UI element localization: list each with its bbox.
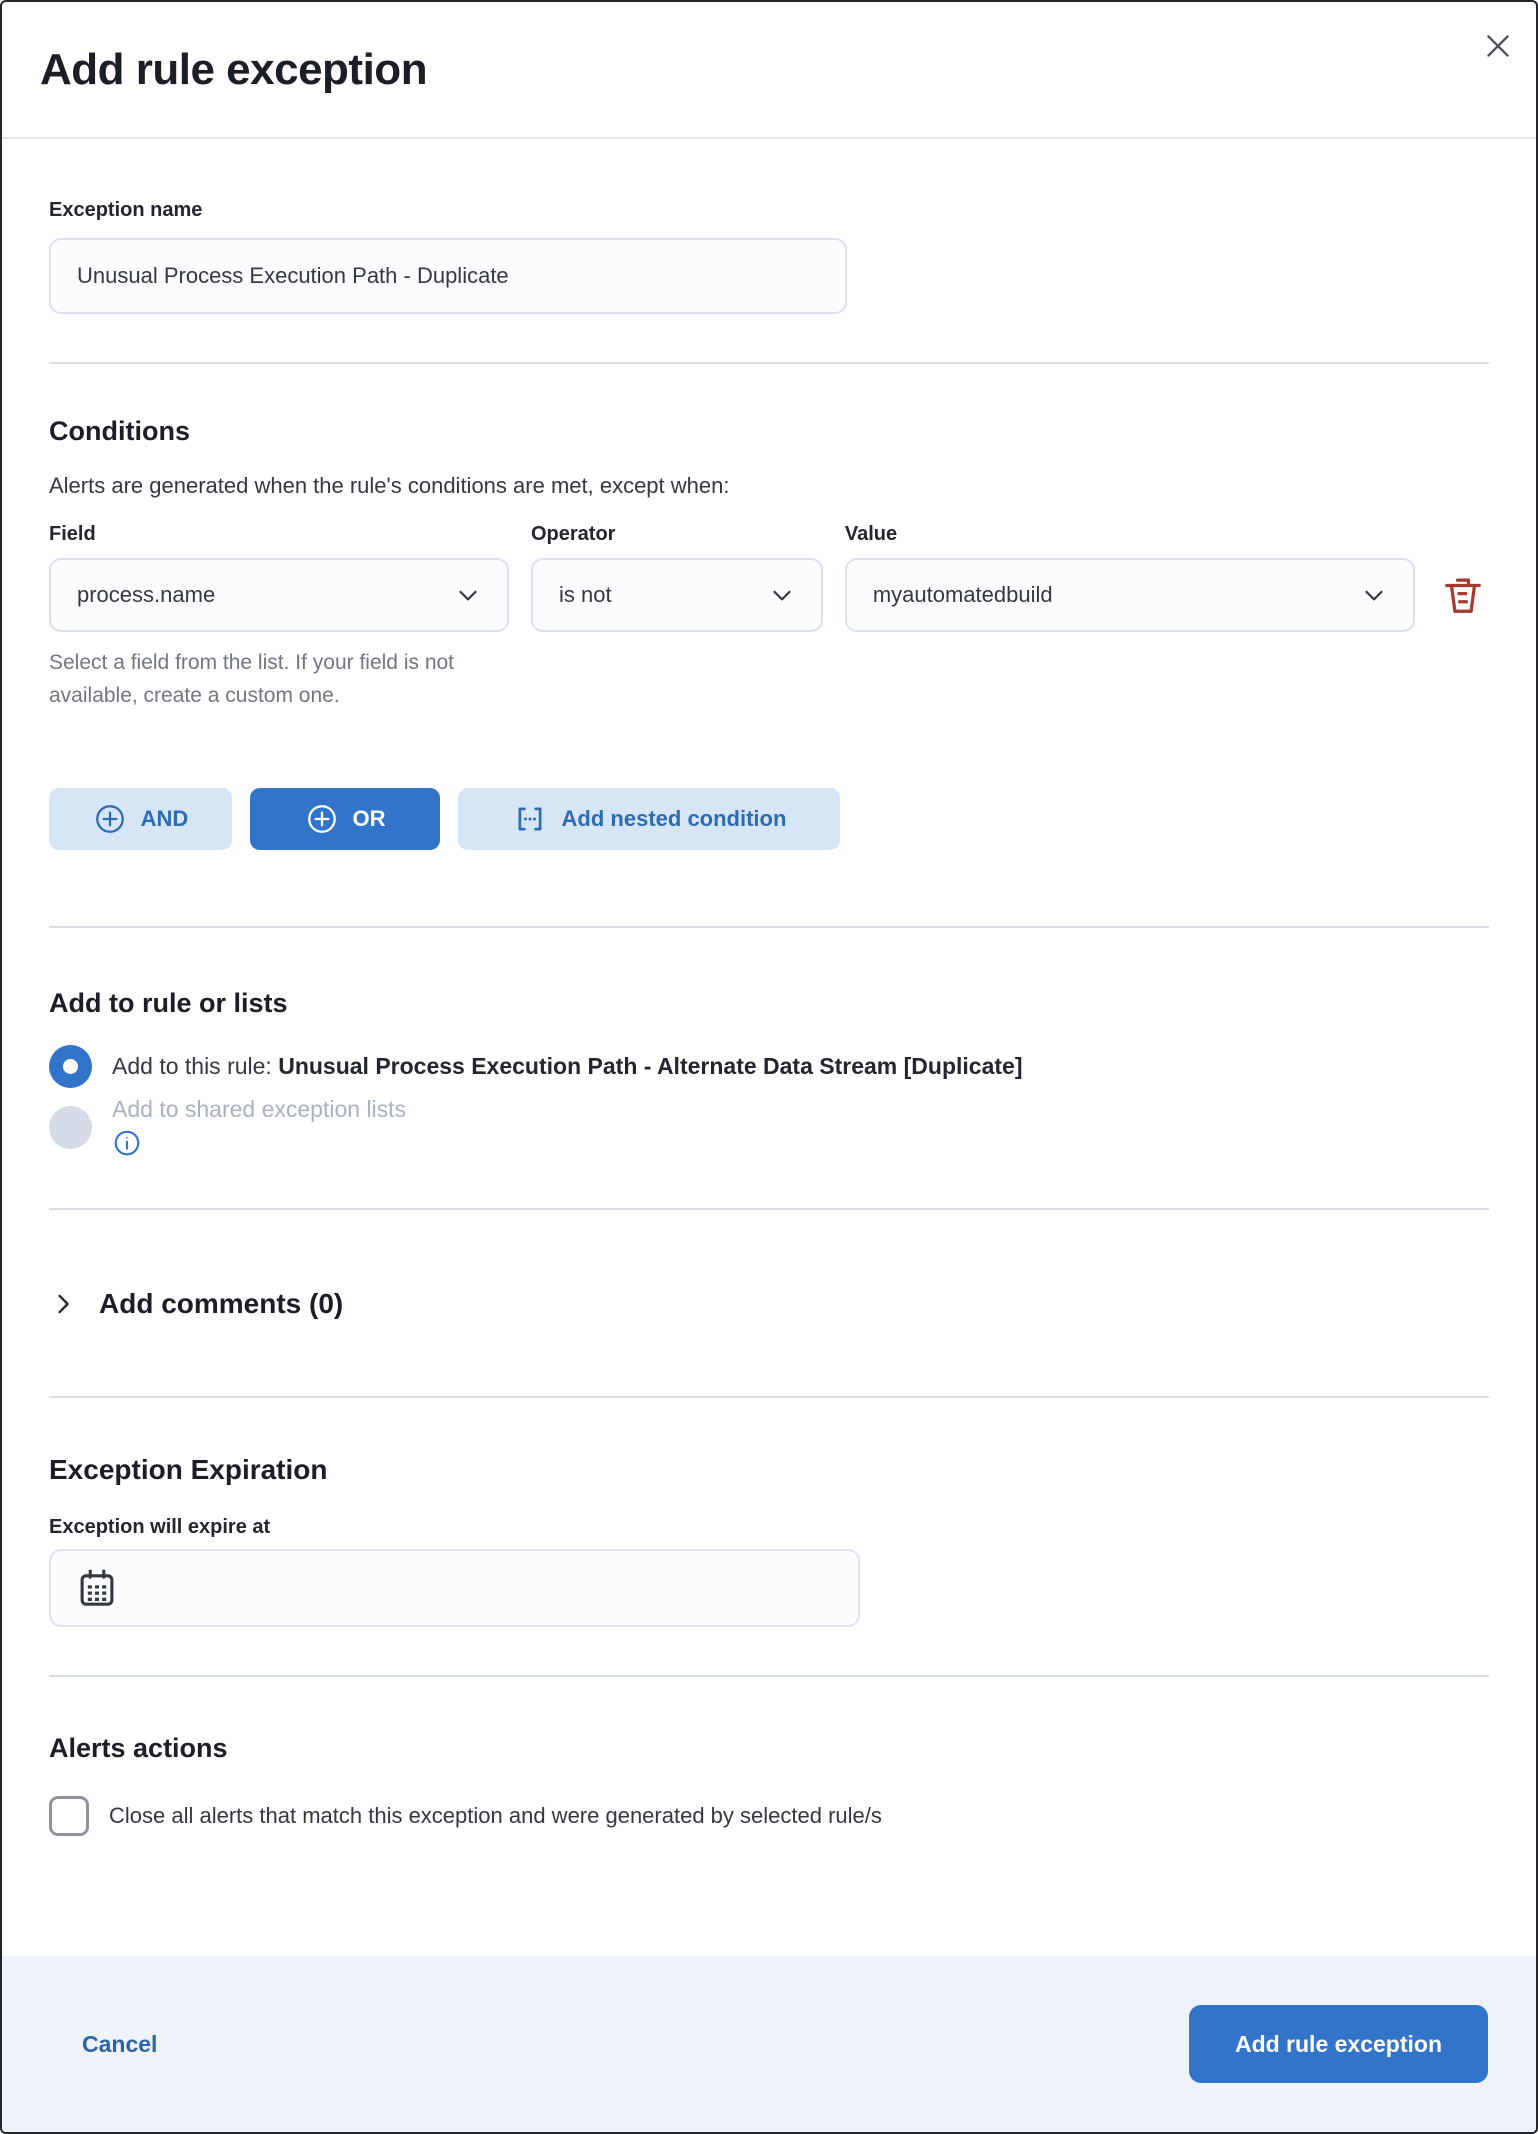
operator-label: Operator (531, 523, 616, 545)
radio-selected-icon (49, 1045, 92, 1088)
info-icon (112, 1128, 416, 1158)
nested-condition-icon (512, 801, 548, 837)
trash-icon (1441, 572, 1485, 618)
or-button-label: OR (352, 806, 386, 831)
expiration-label: Exception will expire at (49, 1516, 271, 1538)
chevron-down-icon (453, 580, 483, 610)
expiration-date-input[interactable] (49, 1549, 860, 1627)
divider (49, 926, 1489, 928)
or-button[interactable] (250, 788, 440, 850)
radio-disabled-icon (49, 1106, 92, 1149)
and-button[interactable] (49, 788, 232, 850)
chevron-right-icon (49, 1290, 77, 1318)
rule-name: Unusual Process Execution Path - Alternate Data Stream [Duplicate] (278, 1053, 1023, 1079)
add-nested-condition-button[interactable] (458, 788, 840, 850)
operator-select[interactable] (531, 558, 823, 632)
dialog-header (2, 2, 1536, 139)
radio-add-to-shared-lists[interactable] (49, 1096, 1489, 1158)
field-helper-text: Select a field from the list. If your field is not available, create a custom one. (49, 651, 455, 707)
condition-row (49, 523, 1489, 632)
and-button-label: AND (140, 806, 189, 831)
add-comments-heading: Add comments (0) (99, 1288, 344, 1319)
value-label: Value (844, 523, 898, 545)
conditions-intro: Alerts are generated when the rule's conditions are met, except when: (49, 473, 730, 498)
add-to-shared-lists-label: Add to shared exception lists (112, 1096, 416, 1158)
add-nested-condition-label: Add nested condition (561, 806, 787, 831)
close-button[interactable] (1476, 24, 1520, 68)
chevron-down-icon (1359, 580, 1389, 610)
dialog-body (2, 139, 1536, 1956)
field-label: Field (49, 523, 96, 545)
divider (49, 1675, 1489, 1677)
exception-name-input[interactable] (49, 238, 847, 314)
operator-select-value: is not (559, 582, 612, 607)
alerts-actions-heading: Alerts actions (49, 1733, 228, 1763)
expiration-heading: Exception Expiration (49, 1454, 328, 1485)
close-alerts-label: Close all alerts that match this exception and were generated by selected rule/s (109, 1803, 882, 1828)
divider (49, 1396, 1489, 1398)
delete-condition-button[interactable] (1437, 568, 1489, 622)
add-comments-toggle[interactable] (49, 1288, 343, 1320)
add-to-heading: Add to rule or lists (49, 988, 288, 1018)
cancel-button[interactable]: Cancel (82, 2030, 158, 2057)
conditions-heading: Conditions (49, 416, 190, 446)
chevron-down-icon (767, 580, 797, 610)
close-alerts-checkbox-row[interactable] (49, 1796, 1489, 1836)
plus-circle-icon (93, 802, 127, 836)
value-select-value: myautomatedbuild (872, 582, 1053, 607)
calendar-icon (75, 1565, 119, 1611)
exception-name-label: Exception name (49, 199, 203, 221)
checkbox-unchecked-icon[interactable] (49, 1796, 89, 1836)
page-title: Add rule exception (40, 44, 428, 94)
dialog-footer (2, 1956, 1536, 2132)
radio-add-to-this-rule[interactable] (49, 1045, 1489, 1088)
add-to-this-rule-label: Add to this rule: Unusual Process Execution Path - Alternate Data Stream [Duplicate] (112, 1053, 1023, 1079)
plus-circle-icon (305, 802, 339, 836)
field-select-value: process.name (77, 582, 216, 607)
logic-buttons-row (49, 788, 1489, 850)
value-select[interactable] (845, 558, 1415, 632)
divider (49, 1208, 1489, 1210)
close-icon (1481, 29, 1515, 63)
field-select[interactable] (49, 558, 509, 632)
add-rule-exception-button[interactable]: Add rule exception (1189, 2005, 1488, 2083)
divider (49, 362, 1489, 364)
